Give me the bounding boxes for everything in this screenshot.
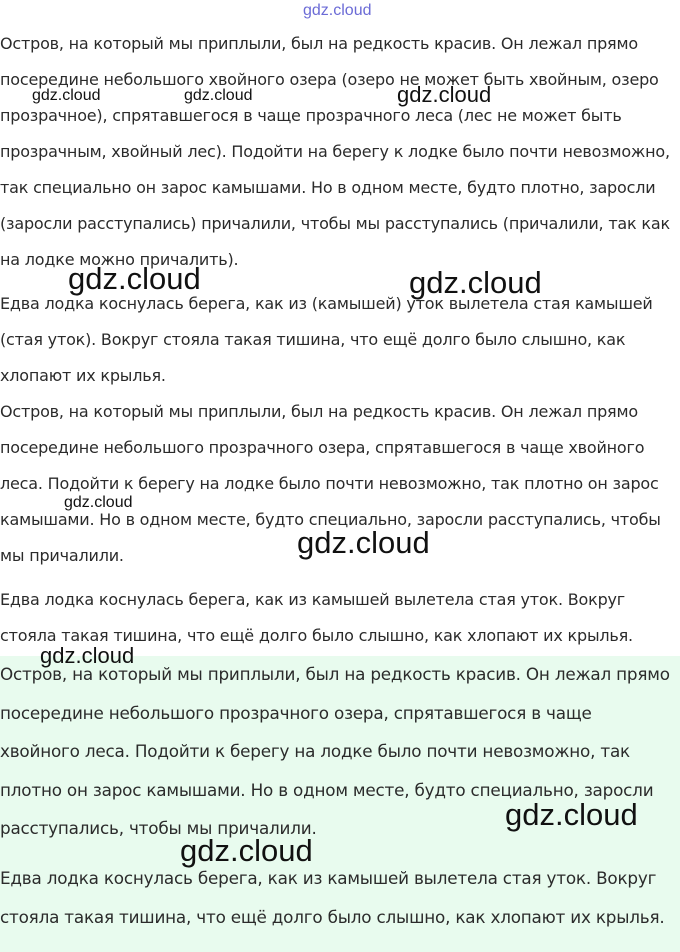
watermark: gdz.cloud [409, 265, 542, 300]
watermark-top: gdz.cloud [303, 2, 372, 19]
watermark: gdz.cloud [505, 797, 638, 832]
watermark: gdz.cloud [32, 87, 101, 104]
watermark: gdz.cloud [180, 833, 313, 868]
paragraph-draft-2: Едва лодка коснулась берега, как из (камышей) уток вылетела стая камышей (стая уток). Вокруг стояла такая тишина, что ещё долго было слышно, как хлопают их крылья. [0, 294, 653, 385]
watermark: gdz.cloud [64, 494, 133, 511]
paragraph-corrected-1: Остров, на который мы приплыли, был на редкость красив. Он лежал прямо посередине небольшого прозрачного озера, спрятавшегося в чаще хвойного леса. Подойти к берегу на лодке было почти невозможно, так плотно он зарос камышами. Но в одном месте, будто специально, заросли расступались, чтобы мы причалили. [0, 402, 661, 565]
answer-paragraph-1: Остров, на который мы приплыли, был на редкость красив. Он лежал прямо посередине небольшого прозрачного озера, спрятавшегося в чаще хвойного леса. Подойти к берегу на лодке было почти невозможно, так плотно он зарос камышами. Но в одном месте, будто специально, заросли расступались, чтобы мы причалили. [0, 664, 670, 838]
answer-paragraph-2: Едва лодка коснулась берега, как из камышей вылетела стая уток. Вокруг стояла такая тишина, что ещё долго было слышно, как хлопают их крылья. [0, 868, 665, 927]
watermark: gdz.cloud [397, 82, 492, 107]
watermark: gdz.cloud [184, 87, 253, 104]
paragraph-draft-1: Остров, на который мы приплыли, был на редкость красив. Он лежал прямо посередине небольшого хвойного озера (озеро не может быть хвойным, озеро прозрачное), спрятавшегося в чаще прозрачного леса (лес не может быть прозрачным, хвойный лес). Подойти на берегу к лодке было почти невозможно, так специально он зарос камышами. Но в одном месте, будто плотно, заросли (заросли расступались) причалили, чтобы мы расступались (причалили, так как на лодке можно причалить). [0, 34, 670, 269]
paragraph-corrected-2: Едва лодка коснулась берега, как из камышей вылетела стая уток. Вокруг стояла такая тишина, что ещё долго было слышно, как хлопают их крылья. [0, 590, 633, 645]
watermark: gdz.cloud [68, 261, 201, 296]
watermark: gdz.cloud [40, 643, 135, 668]
watermark: gdz.cloud [297, 525, 430, 560]
